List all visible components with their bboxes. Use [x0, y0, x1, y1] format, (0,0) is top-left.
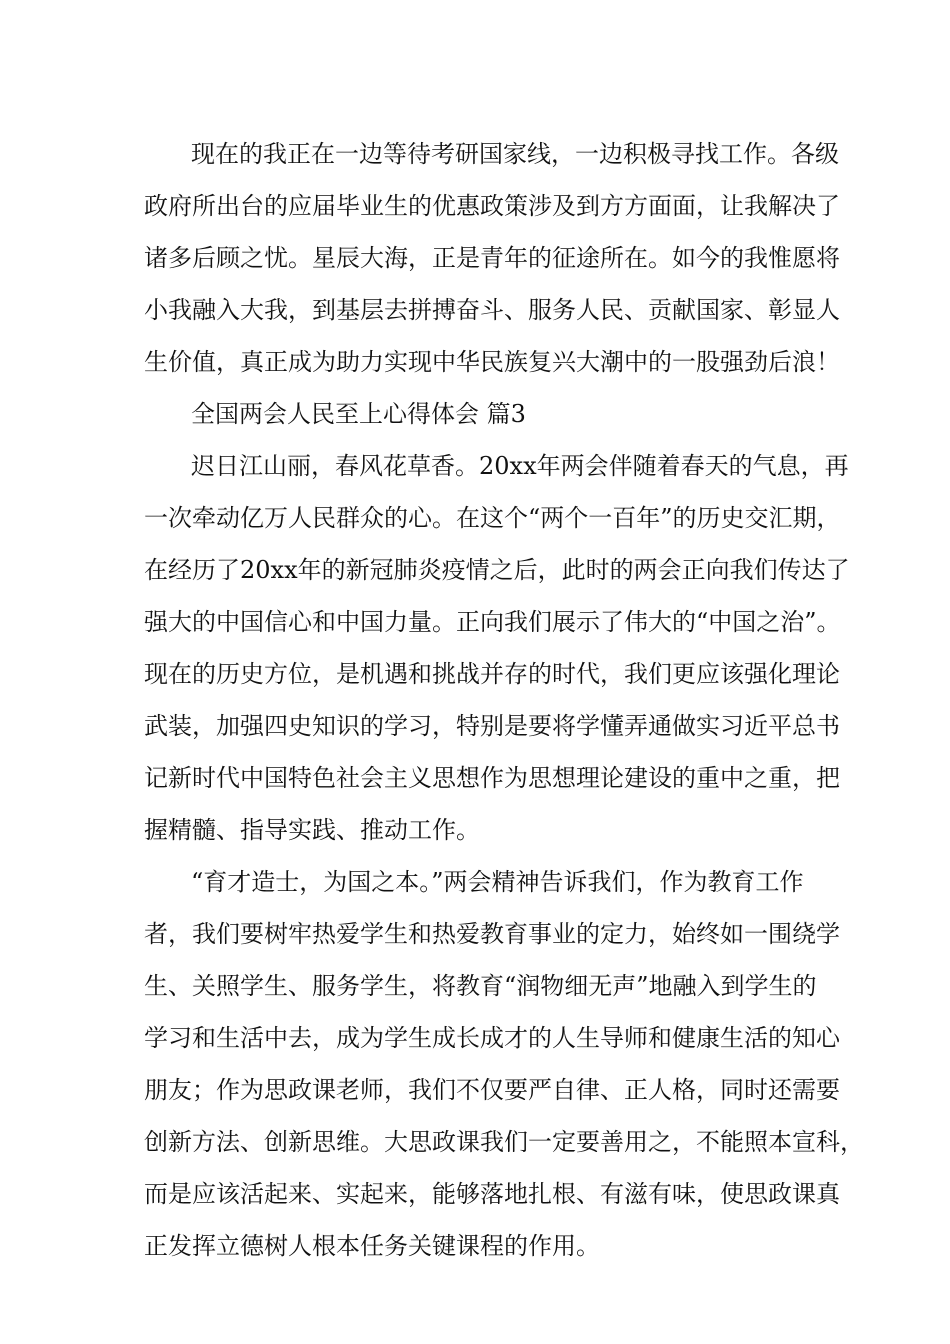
paragraph-2-line-6: 武装，加强四史知识的学习，特别是要将学懂弄通做实习近平总书: [144, 712, 840, 740]
paragraph-3-line-8: 正发挥立德树人根本任务关键课程的作用。: [144, 1232, 600, 1260]
paragraph-1-line-1: 现在的我正在一边等待考研国家线，一边积极寻找工作。各级: [191, 140, 839, 168]
paragraph-2-line-2: 一次牵动亿万人民群众的心。在这个“两个一百年”的历史交汇期，: [144, 504, 841, 532]
paragraph-3-line-4: 学习和生活中去，成为学生成长成才的人生导师和健康生活的知心: [144, 1024, 840, 1052]
paragraph-1-line-3: 诸多后顾之忧。星辰大海，正是青年的征途所在。如今的我惟愿将: [144, 244, 840, 272]
paragraph-3-line-6: 创新方法、创新思维。大思政课我们一定要善用之，不能照本宣科，: [144, 1128, 864, 1156]
paragraph-1-line-4: 小我融入大我，到基层去拼搏奋斗、服务人民、贡献国家、彰显人: [144, 296, 840, 324]
paragraph-3-line-7: 而是应该活起来、实起来，能够落地扎根、有滋有味，使思政课真: [144, 1180, 840, 1208]
section-heading: 全国两会人民至上心得体会 篇3: [191, 400, 526, 428]
paragraph-3-line-3: 生、关照学生、服务学生，将教育“润物细无声”地融入到学生的: [144, 972, 817, 1000]
paragraph-2-line-5: 现在的历史方位，是机遇和挑战并存的时代，我们更应该强化理论: [144, 660, 840, 688]
paragraph-2-line-7: 记新时代中国特色社会主义思想作为思想理论建设的重中之重，把: [144, 764, 840, 792]
paragraph-3-line-2: 者，我们要树牢热爱学生和热爱教育事业的定力，始终如一围绕学: [144, 920, 840, 948]
paragraph-3-line-5: 朋友；作为思政课老师，我们不仅要严自律、正人格，同时还需要: [144, 1076, 840, 1104]
paragraph-2-line-8: 握精髓、指导实践、推动工作。: [144, 816, 480, 844]
paragraph-2-line-1: 迟日江山丽，春风花草香。20xx年两会伴随着春天的气息，再: [191, 452, 849, 480]
paragraph-1-line-2: 政府所出台的应届毕业生的优惠政策涉及到方方面面，让我解决了: [144, 192, 840, 220]
paragraph-1-line-5: 生价值，真正成为助力实现中华民族复兴大潮中的一股强劲后浪！: [144, 348, 840, 376]
paragraph-2-line-4: 强大的中国信心和中国力量。正向我们展示了伟大的“中国之治”。: [144, 608, 841, 636]
paragraph-2-line-3: 在经历了20xx年的新冠肺炎疫情之后，此时的两会正向我们传达了: [144, 556, 850, 584]
paragraph-3-line-1: “育才造士，为国之本。”两会精神告诉我们，作为教育工作: [191, 868, 804, 896]
